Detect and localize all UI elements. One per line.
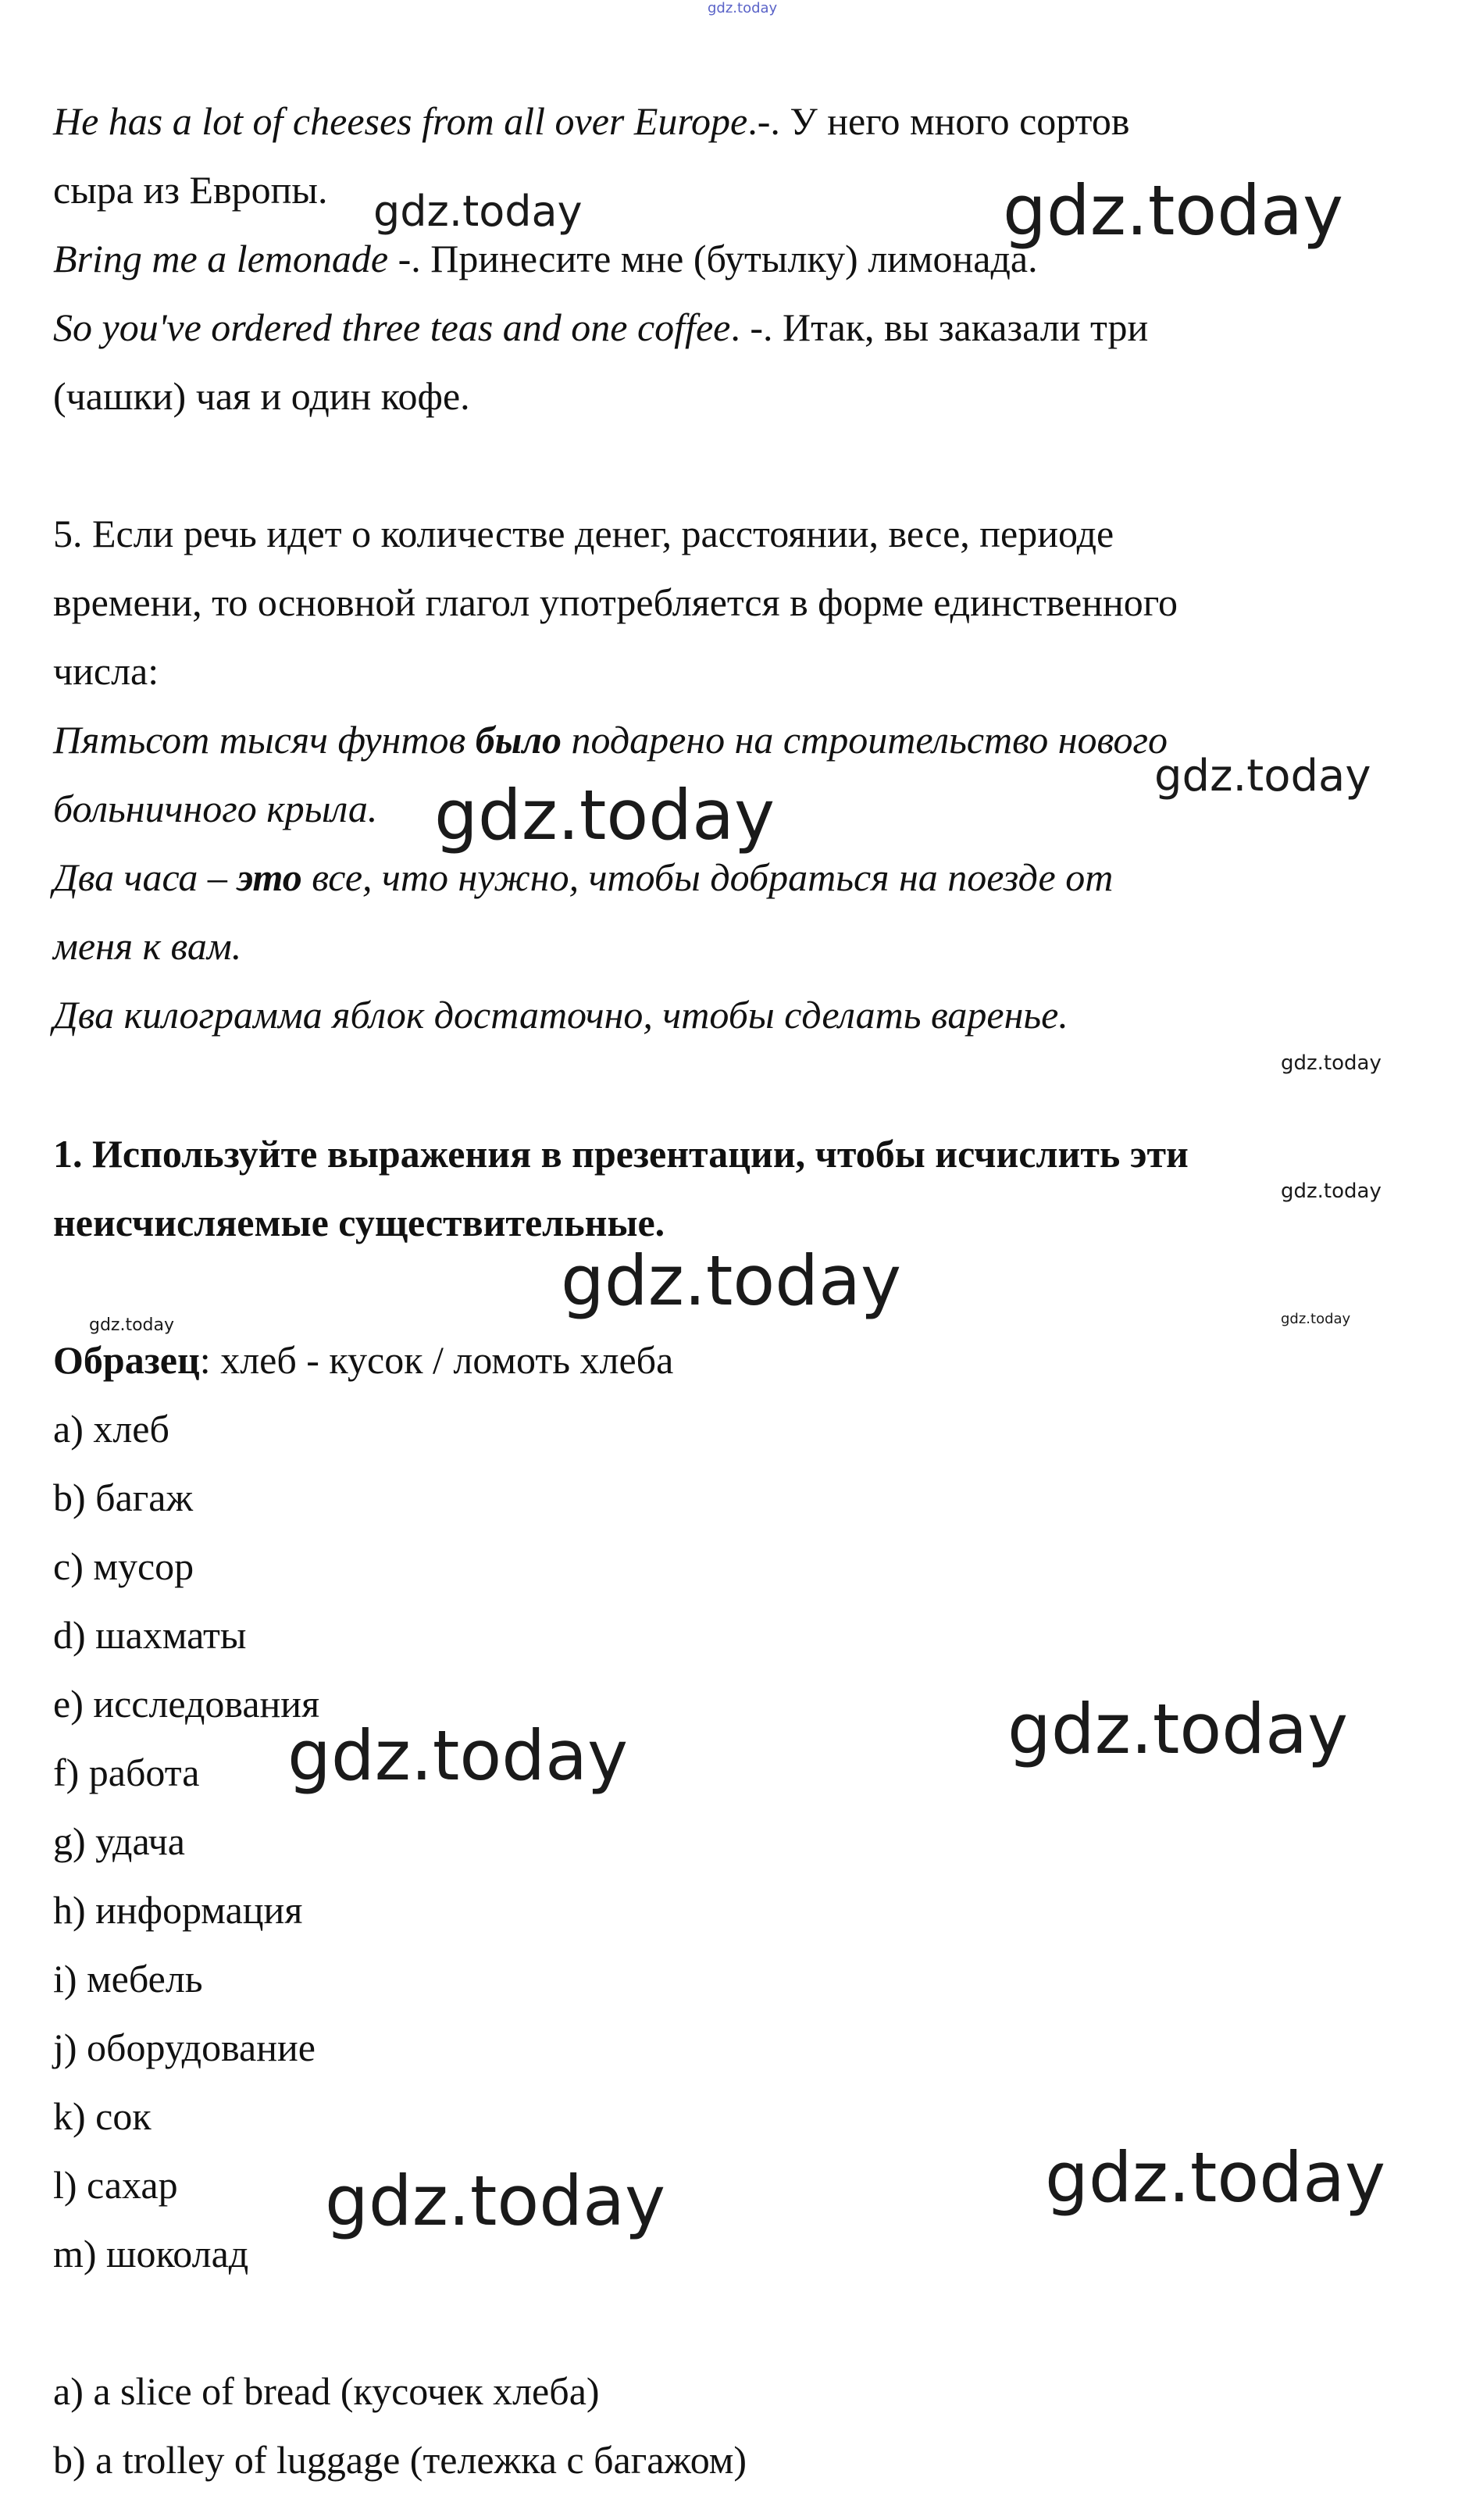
watermark: gdz.today — [89, 1315, 175, 1335]
watermark: gdz.today — [434, 775, 776, 855]
example-line-3 — [53, 234, 1038, 283]
watermark: gdz.today — [325, 2161, 666, 2241]
rule5-example-1 — [53, 716, 1168, 764]
example-line-4 — [53, 303, 1148, 352]
list-item: g) удача — [53, 1819, 185, 1863]
list-item: d) шахматы — [53, 1613, 247, 1657]
watermark: gdz.today — [287, 1715, 629, 1796]
example-en: He has a lot of cheeses from all over Europe — [53, 99, 748, 143]
rule5-example-text: Два часа – — [53, 855, 237, 899]
answer-item: a) a slice of bread (кусочек хлеба) — [53, 2369, 600, 2413]
answer-item: b) a trolley of luggage (тележка с багажом) — [53, 2438, 747, 2482]
example-line-1 — [53, 97, 1129, 145]
example-ru: -. Принесите мне (бутылку) лимонада. — [388, 237, 1038, 280]
rule5-example-3: Два килограмма яблок достаточно, чтобы сделать варенье. — [53, 993, 1068, 1037]
rule5-line-1: 5. Если речь идет о количестве денег, расстоянии, весе, периоде — [53, 512, 1114, 555]
watermark: gdz.today — [1281, 1311, 1351, 1327]
example-line-2 — [53, 166, 328, 214]
list-item: j) оборудование — [53, 2026, 316, 2069]
watermark: gdz.today — [1007, 1689, 1349, 1769]
example-ru: сыра из Европы. — [53, 168, 328, 212]
watermark: gdz.today — [1003, 170, 1344, 251]
rule5-example-verb: это — [237, 855, 302, 899]
list-item: a) хлеб — [53, 1407, 169, 1451]
rule5-line-3: числа: — [53, 649, 159, 693]
watermark: gdz.today — [373, 187, 583, 236]
list-item: c) мусор — [53, 1544, 194, 1588]
rule5-line-2: времени, то основной глагол употребляется в форме единственного — [53, 580, 1178, 624]
watermark: gdz.today — [1045, 2137, 1386, 2218]
example-ru: . -. Итак, вы заказали три — [730, 305, 1149, 349]
rule5-example-text: Пятьсот тысяч фунтов — [53, 718, 476, 762]
list-item: f) работа — [53, 1751, 200, 1794]
example-ru: .-. У него много сортов — [747, 99, 1130, 143]
task-sample — [53, 1336, 673, 1384]
task-title-line-1: 1. Используйте выражения в презентации, чтобы исчислить эти — [53, 1132, 1189, 1176]
rule5-example-text: подарено на строительство нового — [562, 718, 1168, 762]
list-item: e) исследования — [53, 1682, 320, 1726]
rule5-example-1-cont: больничного крыла. — [53, 787, 378, 830]
list-item: l) сахар — [53, 2163, 178, 2207]
watermark: gdz.today — [1281, 1180, 1382, 1203]
example-line-5 — [53, 372, 470, 420]
list-item: b) багаж — [53, 1476, 194, 1519]
example-en: Bring me a lemonade — [53, 237, 389, 280]
example-en: So you've ordered three teas and one coffee — [53, 305, 731, 349]
top-watermark: gdz.today — [708, 0, 778, 16]
rule5-example-verb: было — [475, 718, 562, 762]
watermark: gdz.today — [1154, 751, 1371, 801]
list-item: i) мебель — [53, 1957, 203, 2001]
list-item: k) сок — [53, 2094, 152, 2138]
sample-label: Образец — [53, 1338, 200, 1382]
watermark: gdz.today — [1281, 1051, 1382, 1075]
sample-text: : хлеб - кусок / ломоть хлеба — [199, 1338, 674, 1382]
task-title-line-2: неисчисляемые существительные. — [53, 1201, 665, 1244]
watermark: gdz.today — [561, 1240, 902, 1321]
list-item: h) информация — [53, 1888, 303, 1932]
rule5-example-2 — [53, 853, 1113, 901]
rule5-example-text: все, что нужно, чтобы добраться на поезде от — [301, 855, 1114, 899]
rule5-example-2-cont: меня к вам. — [53, 924, 242, 968]
example-ru: (чашки) чая и один кофе. — [53, 374, 470, 418]
list-item: m) шоколад — [53, 2232, 249, 2275]
